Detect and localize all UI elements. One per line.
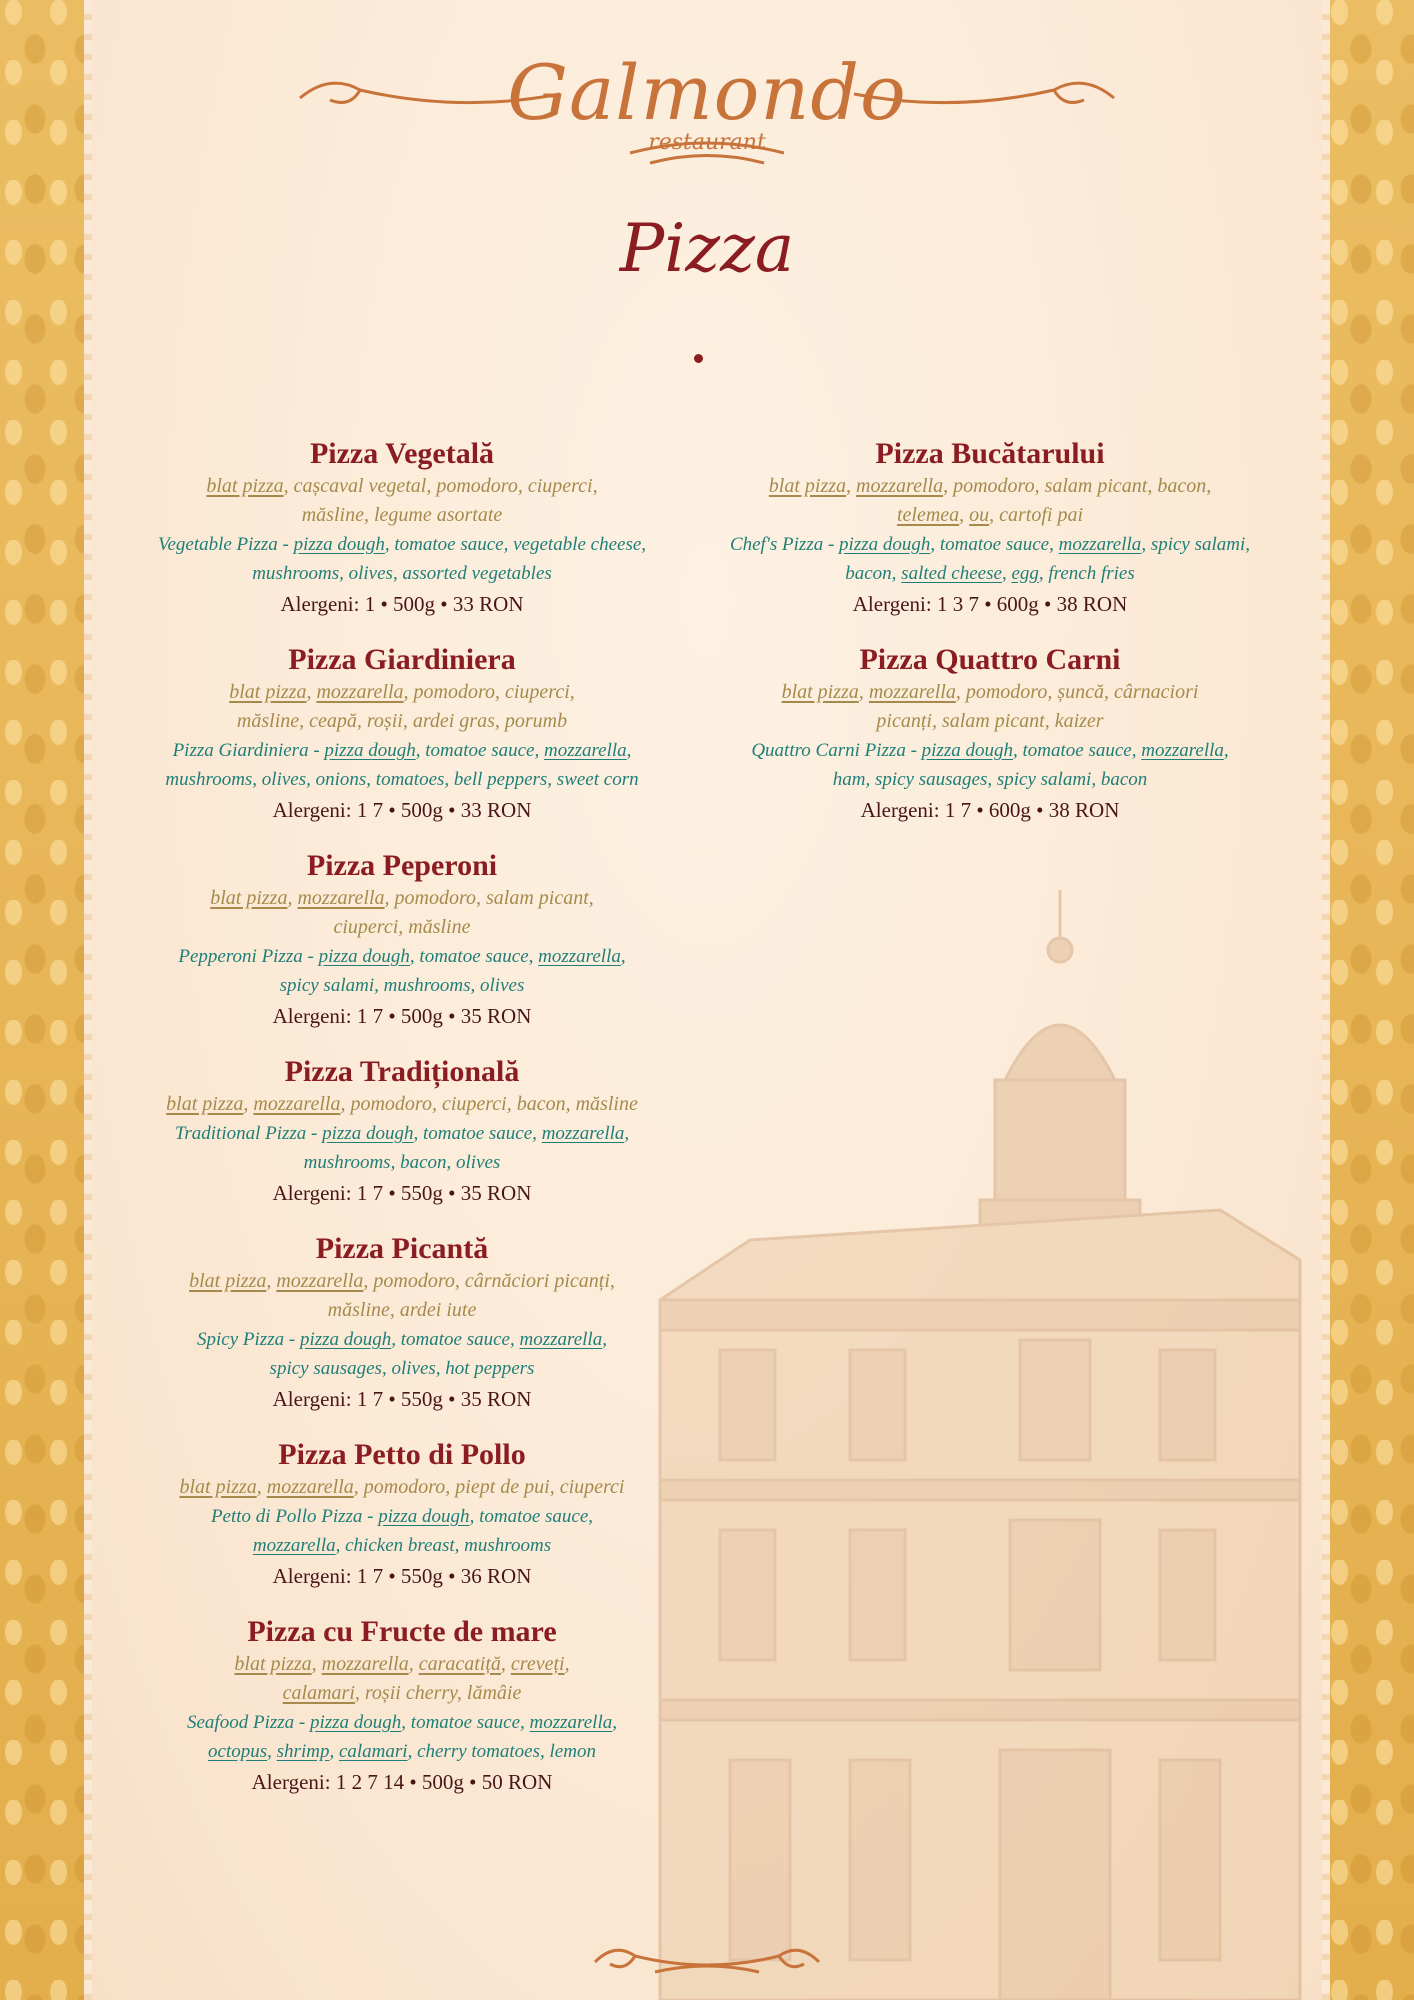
item-ingredients-ro [112, 884, 692, 913]
item-name: Pizza Tradițională [284, 1055, 520, 1088]
text-segment: , [267, 1741, 277, 1762]
ingredient-link: pizza dough [921, 740, 1013, 761]
menu-item [700, 436, 1280, 620]
text-segment: , cartofi pai [989, 504, 1084, 526]
text-segment: măsline, ceapă, roșii, ardei gras, porumb [236, 710, 568, 732]
menu-item [112, 642, 692, 826]
item-name: Pizza Bucătarului [875, 437, 1105, 470]
menu-item [112, 436, 692, 620]
item-ingredients-en [112, 1531, 692, 1560]
text-segment: , pomodoro, șuncă, cârnaciori [955, 681, 1199, 703]
ingredient-link: mozzarella [538, 946, 621, 967]
text-segment: , tomatoe sauce, [469, 1506, 594, 1527]
text-segment: , [602, 1329, 607, 1350]
ingredient-link: pizza dough [293, 534, 385, 555]
item-allergens-weight-price: Alergeni: 1 7 • 500g • 33 RON [272, 798, 532, 822]
item-ingredients-en [700, 736, 1280, 765]
text-segment: , [858, 681, 869, 703]
item-ingredients-ro [700, 707, 1280, 736]
text-segment: , tomatoe sauce, [401, 1712, 530, 1733]
item-allergens-weight-price: Alergeni: 1 7 • 550g • 35 RON [272, 1181, 532, 1205]
text-segment: , pomodoro, piept de pui, ciuperci [353, 1476, 625, 1498]
item-ingredients-en [112, 530, 692, 559]
brand-name: Galmondo [507, 48, 907, 137]
item-ingredients-ro [112, 1090, 692, 1119]
text-segment: picanți, salam picant, kaizer [876, 710, 1104, 732]
text-segment: , [306, 681, 317, 703]
text-segment: Seafood Pizza - [187, 1712, 310, 1733]
ingredient-link: shrimp [276, 1741, 330, 1762]
ingredient-link: blat pizza [229, 681, 307, 703]
menu-item [700, 642, 1280, 826]
ingredient-link: blat pizza [166, 1093, 244, 1115]
item-name: Pizza Quattro Carni [859, 643, 1121, 676]
text-segment: , tomatoe sauce, [415, 740, 544, 761]
floral-border-right [1326, 0, 1414, 2000]
item-ingredients-ro [112, 472, 692, 501]
ingredient-link: pizza dough [318, 946, 410, 967]
item-name: Pizza Giardiniera [288, 643, 516, 676]
item-allergens-weight-price: Alergeni: 1 7 • 550g • 35 RON [272, 1387, 532, 1411]
ingredient-link: mozzarella [253, 1093, 341, 1115]
text-segment: mushrooms, olives, assorted vegetables [252, 563, 552, 584]
ingredient-link: pizza dough [378, 1506, 470, 1527]
ingredient-link: mozzarella [252, 1535, 336, 1556]
item-ingredients-en [112, 765, 692, 794]
ingredient-link: mozzarella [276, 1270, 364, 1292]
text-segment: , [846, 475, 857, 497]
item-ingredients-ro [700, 472, 1280, 501]
ingredient-link: mozzarella [316, 681, 404, 703]
building-illustration [600, 880, 1320, 2000]
ingredient-link: mozzarella [1141, 740, 1224, 761]
ingredient-link: mozzarella [541, 1123, 625, 1144]
item-ingredients-en [700, 765, 1280, 794]
brand-subtitle: restaurant [648, 130, 766, 155]
item-allergens-weight-price: Alergeni: 1 7 • 600g • 38 RON [860, 798, 1120, 822]
text-segment: Chef's Pizza - [729, 534, 840, 555]
menu-column-right [700, 436, 1280, 848]
menu-item [112, 1054, 692, 1209]
ingredient-link: mozzarella [266, 1476, 354, 1498]
ingredient-link: pizza dough [309, 1712, 402, 1733]
item-ingredients-en [112, 1325, 692, 1354]
menu-column-left [112, 436, 692, 1820]
text-segment: , [624, 1123, 630, 1144]
text-segment: , [408, 1653, 419, 1675]
text-segment: , tomatoe sauce, [409, 946, 539, 967]
text-segment: Traditional Pizza - [174, 1123, 323, 1144]
ingredient-link: mozzarella [297, 887, 385, 909]
item-ingredients-en [112, 1119, 692, 1148]
item-name: Pizza Peperoni [306, 849, 498, 882]
ingredient-link: mozzarella [1058, 534, 1142, 555]
ingredient-link: mozzarella [321, 1653, 409, 1675]
item-ingredients-ro [700, 678, 1280, 707]
text-segment: , tomatoe sauce, [1012, 740, 1142, 761]
item-ingredients-en [112, 559, 692, 588]
text-segment: , [620, 946, 626, 967]
ingredient-link: caracatiță [418, 1653, 501, 1675]
item-ingredients-en [112, 1708, 692, 1737]
item-name: Pizza Picantă [315, 1232, 489, 1265]
item-ingredients-en [112, 1354, 692, 1383]
text-segment: bacon, [845, 563, 902, 584]
text-segment: , tomatoe sauce, [413, 1123, 542, 1144]
item-ingredients-ro [112, 1650, 692, 1679]
text-segment: ciuperci, măsline [333, 916, 471, 938]
text-segment: spicy salami, mushrooms, olives [279, 975, 525, 996]
item-ingredients-ro [112, 678, 692, 707]
floral-border-left [0, 0, 90, 2000]
text-segment: , [1001, 563, 1012, 584]
item-ingredients-ro [112, 1679, 692, 1708]
text-segment: , [1223, 740, 1229, 761]
text-segment: , spicy salami, [1141, 534, 1251, 555]
ingredient-link: blat pizza [206, 475, 284, 497]
ingredient-link: blat pizza [179, 1476, 257, 1498]
menu-item [112, 1231, 692, 1415]
item-ingredients-en [700, 530, 1280, 559]
text-segment: , [287, 887, 298, 909]
restaurant-logo [290, 28, 1124, 168]
item-ingredients-ro [112, 1267, 692, 1296]
item-ingredients-en [112, 736, 692, 765]
ingredient-link: blat pizza [189, 1270, 267, 1292]
item-ingredients-ro [112, 1473, 692, 1502]
text-segment: , [329, 1741, 339, 1762]
menu-item [112, 1614, 692, 1798]
item-ingredients-en [112, 1502, 692, 1531]
text-segment: , [311, 1653, 322, 1675]
text-segment: , [626, 740, 632, 761]
ingredient-link: mozzarella [529, 1712, 613, 1733]
ingredient-link: telemea [896, 504, 960, 526]
item-name: Pizza Petto di Pollo [278, 1438, 526, 1471]
title-dot-icon [694, 354, 703, 363]
text-segment: , tomatoe sauce, vegetable cheese, [384, 534, 647, 555]
item-ingredients-en [112, 971, 692, 1000]
text-segment: , chicken breast, mushrooms [335, 1535, 552, 1556]
item-name: Pizza Vegetală [309, 437, 495, 470]
item-allergens-weight-price: Alergeni: 1 2 7 14 • 500g • 50 RON [251, 1770, 553, 1794]
text-segment: , roșii cherry, lămâie [354, 1682, 522, 1704]
text-segment: Petto di Pollo Pizza - [210, 1506, 379, 1527]
menu-item [112, 848, 692, 1032]
item-allergens-weight-price: Alergeni: 1 3 7 • 600g • 38 RON [852, 592, 1128, 616]
item-ingredients-en [700, 559, 1280, 588]
ingredient-link: ou [969, 504, 990, 526]
text-segment: Pizza Giardiniera - [172, 740, 325, 761]
ingredient-link: salted cheese [901, 563, 1002, 584]
text-segment: ham, spicy sausages, spicy salami, bacon [832, 769, 1148, 790]
ingredient-link: blat pizza [781, 681, 859, 703]
item-ingredients-en [112, 1737, 692, 1766]
ingredient-link: pizza dough [839, 534, 931, 555]
item-allergens-weight-price: Alergeni: 1 7 • 500g • 35 RON [272, 1004, 532, 1028]
text-segment: , [266, 1270, 277, 1292]
bottom-flourish-icon [585, 1942, 829, 1982]
text-segment: , cașcaval vegetal, pomodoro, ciuperci, [283, 475, 598, 497]
ingredient-link: pizza dough [322, 1123, 414, 1144]
page-title: Pizza [619, 210, 795, 287]
text-segment: măsline, ardei iute [327, 1299, 477, 1321]
item-ingredients-ro [112, 913, 692, 942]
text-segment: , [959, 504, 970, 526]
text-segment: mushrooms, olives, onions, tomatoes, bell peppers, sweet corn [165, 769, 639, 790]
item-ingredients-en [112, 1148, 692, 1177]
item-allergens-weight-price: Alergeni: 1 • 500g • 33 RON [280, 592, 524, 616]
text-segment: Quattro Carni Pizza - [751, 740, 922, 761]
item-ingredients-en [112, 942, 692, 971]
ingredient-link: calamari [338, 1741, 408, 1762]
text-segment: , [500, 1653, 511, 1675]
item-ingredients-ro [112, 501, 692, 530]
text-segment: Spicy Pizza - [197, 1329, 300, 1350]
text-segment: Vegetable Pizza - [157, 534, 294, 555]
text-segment: , [612, 1712, 617, 1733]
ingredient-link: calamari [282, 1682, 355, 1704]
ingredient-link: mozzarella [868, 681, 956, 703]
text-segment: , pomodoro, salam picant, bacon, [943, 475, 1212, 497]
text-segment: , pomodoro, ciuperci, bacon, măsline [340, 1093, 638, 1115]
text-segment: , tomatoe sauce, [930, 534, 1059, 555]
text-segment: , pomodoro, cârnăciori picanți, [363, 1270, 615, 1292]
text-segment: mushrooms, bacon, olives [303, 1152, 501, 1173]
item-name: Pizza cu Fructe de mare [247, 1615, 557, 1648]
ingredient-link: egg [1011, 563, 1039, 584]
text-segment: , [564, 1653, 570, 1675]
item-ingredients-ro [112, 707, 692, 736]
item-ingredients-ro [112, 1296, 692, 1325]
text-segment: , [243, 1093, 254, 1115]
ingredient-link: creveți [510, 1653, 565, 1675]
ingredient-link: blat pizza [234, 1653, 312, 1675]
item-ingredients-ro [700, 501, 1280, 530]
text-segment: Pepperoni Pizza - [178, 946, 319, 967]
text-segment: , pomodoro, salam picant, [384, 887, 594, 909]
text-segment: , pomodoro, ciuperci, [403, 681, 575, 703]
ingredient-link: blat pizza [210, 887, 288, 909]
text-segment: , cherry tomatoes, lemon [407, 1741, 596, 1762]
text-segment: , tomatoe sauce, [391, 1329, 520, 1350]
text-segment: măsline, legume asortate [301, 504, 503, 526]
text-segment: , [256, 1476, 267, 1498]
text-segment: spicy sausages, olives, hot peppers [269, 1358, 535, 1379]
ingredient-link: mozzarella [856, 475, 944, 497]
item-allergens-weight-price: Alergeni: 1 7 • 550g • 36 RON [272, 1564, 532, 1588]
ingredient-link: pizza dough [299, 1329, 392, 1350]
ingredient-link: blat pizza [768, 475, 847, 497]
ingredient-link: mozzarella [543, 740, 627, 761]
ingredient-link: mozzarella [519, 1329, 603, 1350]
ingredient-link: pizza dough [324, 740, 416, 761]
ingredient-link: octopus [208, 1741, 268, 1762]
menu-item [112, 1437, 692, 1592]
text-segment: , french fries [1038, 563, 1135, 584]
